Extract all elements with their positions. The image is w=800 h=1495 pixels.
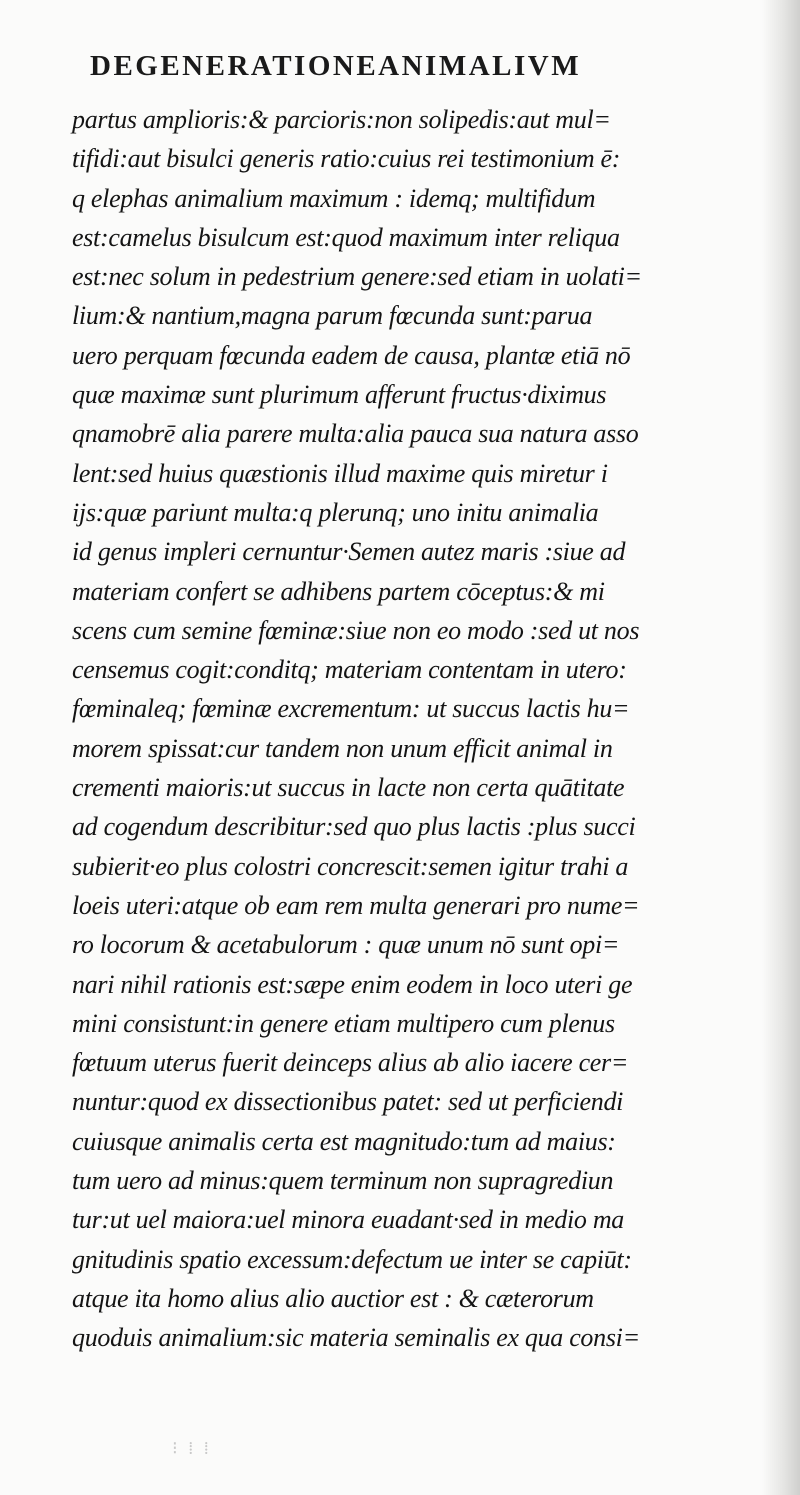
text-line: materiam confert se adhibens partem cōceptus:& mi xyxy=(72,576,605,606)
text-line: cuiusque animalis certa est magnitudo:tum ad maius: xyxy=(72,1126,616,1156)
text-line: nuntur:quod ex dissectionibus patet: sed ut perficiendi xyxy=(72,1087,624,1117)
page-edge-shadow xyxy=(762,0,800,1495)
text-line: fœminaleq; fœminæ excrementum: ut succus lactis hu= xyxy=(72,694,630,724)
text-line: tur:ut uel maiora:uel minora euadant·sed in medio ma xyxy=(72,1205,625,1235)
text-line: scens cum semine fœminæ:siue non eo modo :sed ut nos xyxy=(72,615,640,645)
text-line: mini consistunt:in genere etiam multipero cum plenus xyxy=(72,1008,615,1038)
text-line: partus amplioris:& parcioris:non solipedis:aut mul= xyxy=(72,105,611,134)
text-line: quoduis animalium:sic materia seminalis ex qua consi= xyxy=(72,1323,640,1353)
text-line: censemus cogit:conditq; materiam contentam in utero: xyxy=(72,655,627,685)
faint-show-through-marks: ⁝ ⁞ ⁞ xyxy=(172,1438,212,1458)
text-line: crementi maioris:ut succus in lacte non certa quātitate xyxy=(72,773,625,803)
running-head: DEGENERATIONEANIMALIVM xyxy=(90,50,582,82)
text-line: quæ maximæ sunt plurimum afferunt fructus·diximus xyxy=(72,380,607,410)
text-line: ro locorum & acetabulorum : quæ unum nō sunt opi= xyxy=(72,930,620,960)
text-line: id genus impleri cernuntur·Semen autez maris :siue ad xyxy=(72,537,626,567)
text-line: ad cogendum describitur:sed quo plus lactis :plus succi xyxy=(72,812,636,842)
text-line: tum uero ad minus:quem terminum non supragrediun xyxy=(72,1166,614,1196)
text-line: gnitudinis spatio excessum:defectum ue inter se capiūt: xyxy=(72,1244,632,1274)
text-line: uero perquam fœcunda eadem de causa, plantæ etiā nō xyxy=(72,340,631,370)
text-line: q elephas animalium maximum : idemq; multifidum xyxy=(72,183,596,213)
text-line: lium:& nantium,magna parum fœcunda sunt:parua xyxy=(72,301,593,331)
text-line: ijs:quæ pariunt multa:q plerunq; uno initu animalia xyxy=(72,497,599,527)
text-line: qnamobrē alia parere multa:alia pauca sua natura asso xyxy=(72,419,639,449)
text-line: loeis uteri:atque ob eam rem multa generari pro nume= xyxy=(72,890,640,920)
text-line: fœtuum uterus fuerit deinceps alius ab alio iacere cer= xyxy=(72,1048,629,1078)
body-text xyxy=(72,100,742,1358)
text-line: est:nec solum in pedestrium genere:sed etiam in uolati= xyxy=(72,262,642,292)
text-line: est:camelus bisulcum est:quod maximum inter reliqua xyxy=(72,222,620,252)
text-line: nari nihil rationis est:sæpe enim eodem in loco uteri ge xyxy=(72,969,633,999)
text-line: subierit·eo plus colostri concrescit:semen igitur trahi a xyxy=(72,851,629,881)
text-line: lent:sed huius quæstionis illud maxime quis miretur i xyxy=(72,458,608,488)
text-line: tifidi:aut bisulci generis ratio:cuius rei testimonium ē: xyxy=(72,144,621,174)
text-line: morem spissat:cur tandem non unum efficit animal in xyxy=(72,733,613,763)
text-line: atque ita homo alius alio auctior est : & cæterorum xyxy=(72,1283,594,1313)
